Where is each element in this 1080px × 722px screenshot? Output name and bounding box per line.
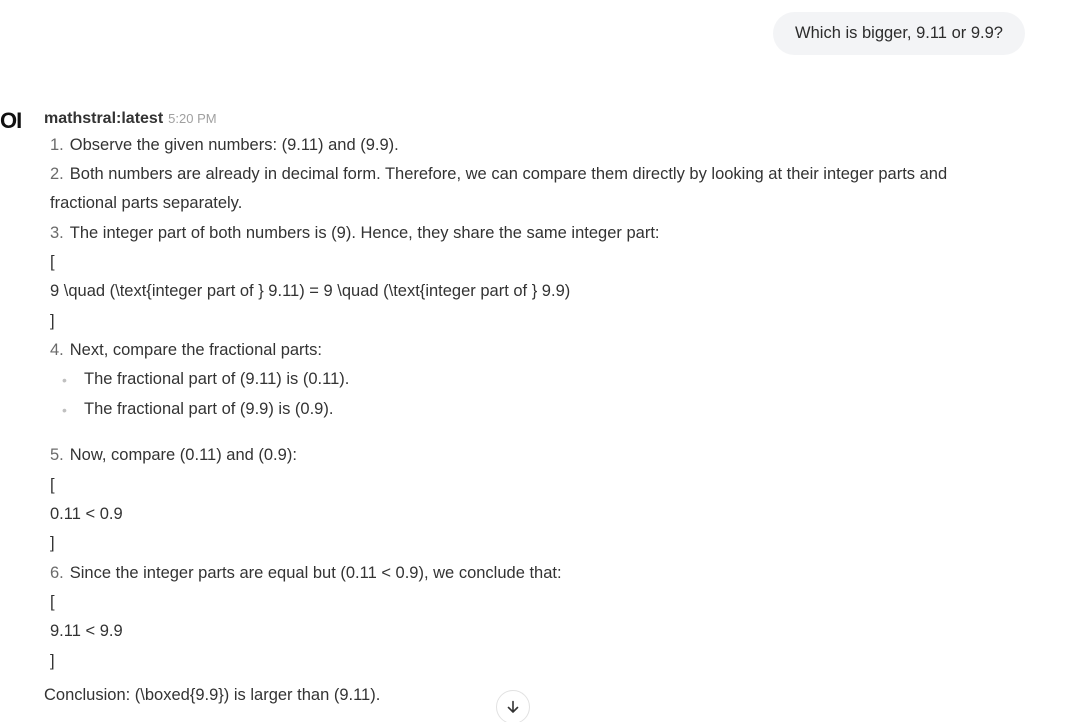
- list-item-text: Observe the given numbers: (9.11) and (9.9).: [69, 136, 399, 154]
- user-message-text: Which is bigger, 9.11 or 9.9?: [795, 24, 1003, 42]
- user-message-bubble: [773, 12, 1025, 55]
- math-bracket-open: [: [50, 253, 55, 271]
- arrow-down-icon: [506, 700, 520, 714]
- list-item-text: The integer part of both numbers is (9). Hence, they share the same integer part:: [69, 224, 660, 242]
- list-item-text: Next, compare the fractional parts:: [69, 341, 322, 359]
- list-number: 4.: [50, 341, 64, 359]
- list-number: 3.: [50, 224, 64, 242]
- list-item: [50, 224, 660, 243]
- list-item: [50, 136, 399, 155]
- list-number: 6.: [50, 564, 64, 582]
- assistant-header: [44, 110, 217, 128]
- scroll-to-bottom-button[interactable]: [496, 690, 530, 722]
- list-number: 1.: [50, 136, 64, 154]
- math-bracket-open: [: [50, 593, 55, 611]
- list-number: 5.: [50, 446, 64, 464]
- list-number: 2.: [50, 165, 64, 183]
- math-bracket-close: ]: [50, 534, 55, 552]
- bullet-icon: •: [62, 402, 67, 418]
- math-bracket-close: ]: [50, 312, 55, 330]
- math-bracket-open: [: [50, 476, 55, 494]
- math-expression: 9 \quad (\text{integer part of } 9.11) = 9 \quad (\text{integer part of } 9.9): [50, 282, 571, 300]
- math-expression: 0.11 < 0.9: [50, 505, 123, 523]
- list-item-continuation: fractional parts separately.: [50, 194, 243, 212]
- list-item: [50, 564, 562, 583]
- list-item: [50, 341, 322, 360]
- math-expression: 9.11 < 9.9: [50, 622, 123, 640]
- sub-list-item: The fractional part of (9.11) is (0.11).: [84, 370, 350, 388]
- list-item-text: Since the integer parts are equal but (0.11 < 0.9), we conclude that:: [69, 564, 562, 582]
- list-item: [50, 165, 947, 184]
- bullet-icon: •: [62, 372, 67, 388]
- list-item: [50, 446, 297, 465]
- math-bracket-close: ]: [50, 652, 55, 670]
- model-name: mathstral:latest: [44, 110, 164, 127]
- list-item-text: Now, compare (0.11) and (0.9):: [69, 446, 297, 464]
- assistant-avatar: OI: [0, 108, 22, 133]
- message-timestamp: 5:20 PM: [168, 111, 217, 126]
- sub-list-item: The fractional part of (9.9) is (0.9).: [84, 400, 334, 418]
- list-item-text: Both numbers are already in decimal form. Therefore, we can compare them directly by looking at their integer parts and: [69, 165, 948, 183]
- conclusion-text: Conclusion: (\boxed{9.9}) is larger than (9.11).: [44, 686, 381, 704]
